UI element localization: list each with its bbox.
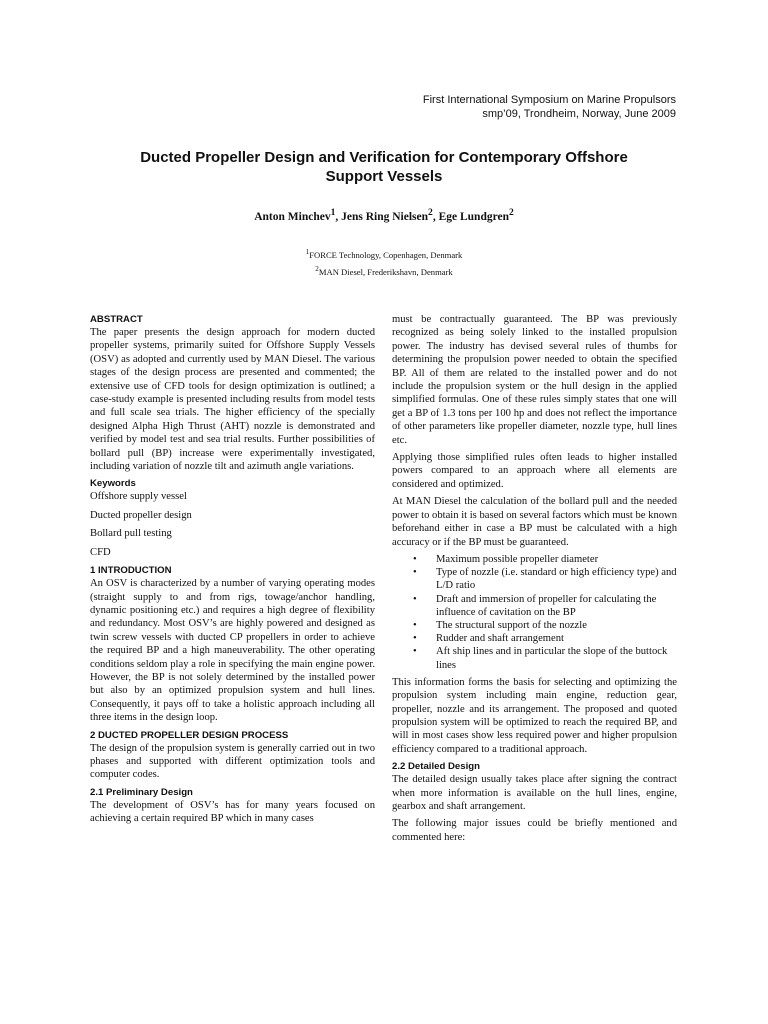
- section-2-1-heading: 2.1 Preliminary Design: [90, 786, 193, 798]
- list-item: • Rudder and shaft arrangement: [392, 632, 677, 645]
- affiliation-1: [60, 248, 708, 260]
- paragraph: The following major issues could be briefly mentioned and commented here:: [392, 818, 677, 843]
- list-item: • Type of nozzle (i.e. standard or high efficiency type) and L/D ratio: [392, 566, 677, 592]
- conference-name: First International Symposium on Marine Propulsors: [422, 94, 676, 106]
- factor-list: [392, 553, 677, 672]
- paper-title-line-2: Support Vessels: [325, 168, 443, 185]
- list-item: • Draft and immersion of propeller for calculating the influence of cavitation on the BP: [392, 593, 677, 619]
- author-list: [60, 207, 708, 223]
- section-2-1-text: The development of OSV’s has for many years focused on achieving a certain required BP which in many cases: [90, 799, 375, 825]
- paragraph: This information forms the basis for selecting and optimizing the propulsion system including main engine, reduction gear, propeller, nozzle and its arrangement. The proposed and quoted propulsion system will be optimized to reach the required BP, and will in most cases show less required power and higher propulsion efficiency compared to a traditional approach.: [392, 676, 677, 755]
- affiliation-1-text: FORCE Technology, Copenhagen, Denmark: [309, 249, 463, 260]
- left-column: [90, 313, 375, 830]
- author-2: Jens Ring Nielsen: [341, 210, 429, 223]
- abstract-heading: ABSTRACT: [90, 314, 143, 325]
- affiliation-2: [60, 265, 708, 277]
- right-column: [392, 313, 677, 848]
- author-2-affil: 2: [428, 207, 433, 218]
- author-1: Anton Minchev: [254, 210, 331, 223]
- affiliation-1-marker: 1: [305, 248, 310, 256]
- list-item: • Aft ship lines and in particular the slope of the buttock lines: [392, 645, 677, 671]
- keyword: CFD: [90, 546, 111, 558]
- author-1-affil: 1: [330, 207, 336, 218]
- paragraph: At MAN Diesel the calculation of the bollard pull and the needed power to obtain it is based on several factors which must be known beforehand either in case a BP must be calculated with a high accuracy or if the BP must be guaranteed.: [392, 496, 677, 548]
- keyword: Ducted propeller design: [90, 509, 192, 521]
- affiliation-2-text: MAN Diesel, Frederikshavn, Denmark: [318, 266, 453, 277]
- affiliation-2-marker: 2: [315, 265, 319, 273]
- author-separator: ,: [335, 210, 342, 223]
- paragraph: The detailed design usually takes place after signing the contract when more information is available on the hull lines, engine, gearbox and shaft arrangement.: [392, 774, 677, 812]
- section-2-2-heading: 2.2 Detailed Design: [392, 761, 480, 773]
- author-3-affil: 2: [508, 207, 514, 218]
- author-3: Ege Lundgren: [438, 210, 509, 223]
- paper-title: [60, 148, 708, 186]
- list-item: • Maximum possible propeller diameter: [392, 553, 677, 566]
- paper-title-line-1: Ducted Propeller Design and Verification for Contemporary Offshore: [140, 149, 628, 166]
- conference-header: [423, 93, 676, 121]
- section-2-text: The design of the propulsion system is generally carried out in two phases and supported with different optimization tools and computer codes.: [90, 742, 375, 781]
- paragraph: Applying those simplified rules often leads to higher installed powers compared to an approach where all elements are considered and optimized.: [392, 452, 677, 490]
- abstract-text: The paper presents the design approach for modern ducted propeller systems, primarily suited for Offshore Supply Vessels (OSV) as adopted and currently used by MAN Diesel. The various stages of the design process are presented and commented; the extensive use of CFD tools for design optimization is outlined; a case-study example is presented including results from model tests and full scale sea trials. The higher efficiency of the specially designed Alpha High Thrust (AHT) nozzle is demonstrated and verified by model test and sea trial results. Further possibilities of bollard pull (BP) increase were experimentally investigated, including variation of nozzle tilt and azimuth angle variations.: [90, 327, 375, 473]
- paragraph: must be contractually guaranteed. The BP was previously recognized as being solely linked to the installed propulsion power. The industry has devised several rules of thumbs for determining the propulsion power needed to obtain the specified BP. All of them are related to the installed power and do not include the propulsion system or the hull design in the applied simplified formulas. One of these rules simply states that one will get a BP of 1.3 tons per 100 hp and does not reflect the importance of other parameters like propeller diameter, nozzle type, hull lines etc.: [392, 314, 677, 446]
- author-separator: ,: [432, 210, 439, 223]
- section-1-text: An OSV is characterized by a number of varying operating modes (straight supply to and from rigs, towage/anchor handling, dynamic positioning etc.) and requires a high degree of flexibility and redundancy. Most OSV’s are highly powered and designed as twin screw vessels with ducted CP propellers in order to achieve the required BP and a high maneuverability. The other operating conditions seldom play a role in specifying the main engine power. However, the BP is not solely determined by the installed power but also by an optimized propulsion system and hull lines. Consequently, it pays off to take a holistic approach including all three items in the design loop.: [90, 578, 375, 724]
- keyword: Offshore supply vessel: [90, 491, 187, 503]
- list-item: • The structural support of the nozzle: [392, 619, 677, 632]
- conference-details: smp’09, Trondheim, Norway, June 2009: [482, 108, 676, 120]
- section-2-heading: 2 DUCTED PROPELLER DESIGN PROCESS: [90, 729, 289, 741]
- keyword: Bollard pull testing: [90, 528, 172, 540]
- section-1-heading: 1 INTRODUCTION: [90, 565, 172, 577]
- keywords-heading: Keywords: [90, 478, 136, 490]
